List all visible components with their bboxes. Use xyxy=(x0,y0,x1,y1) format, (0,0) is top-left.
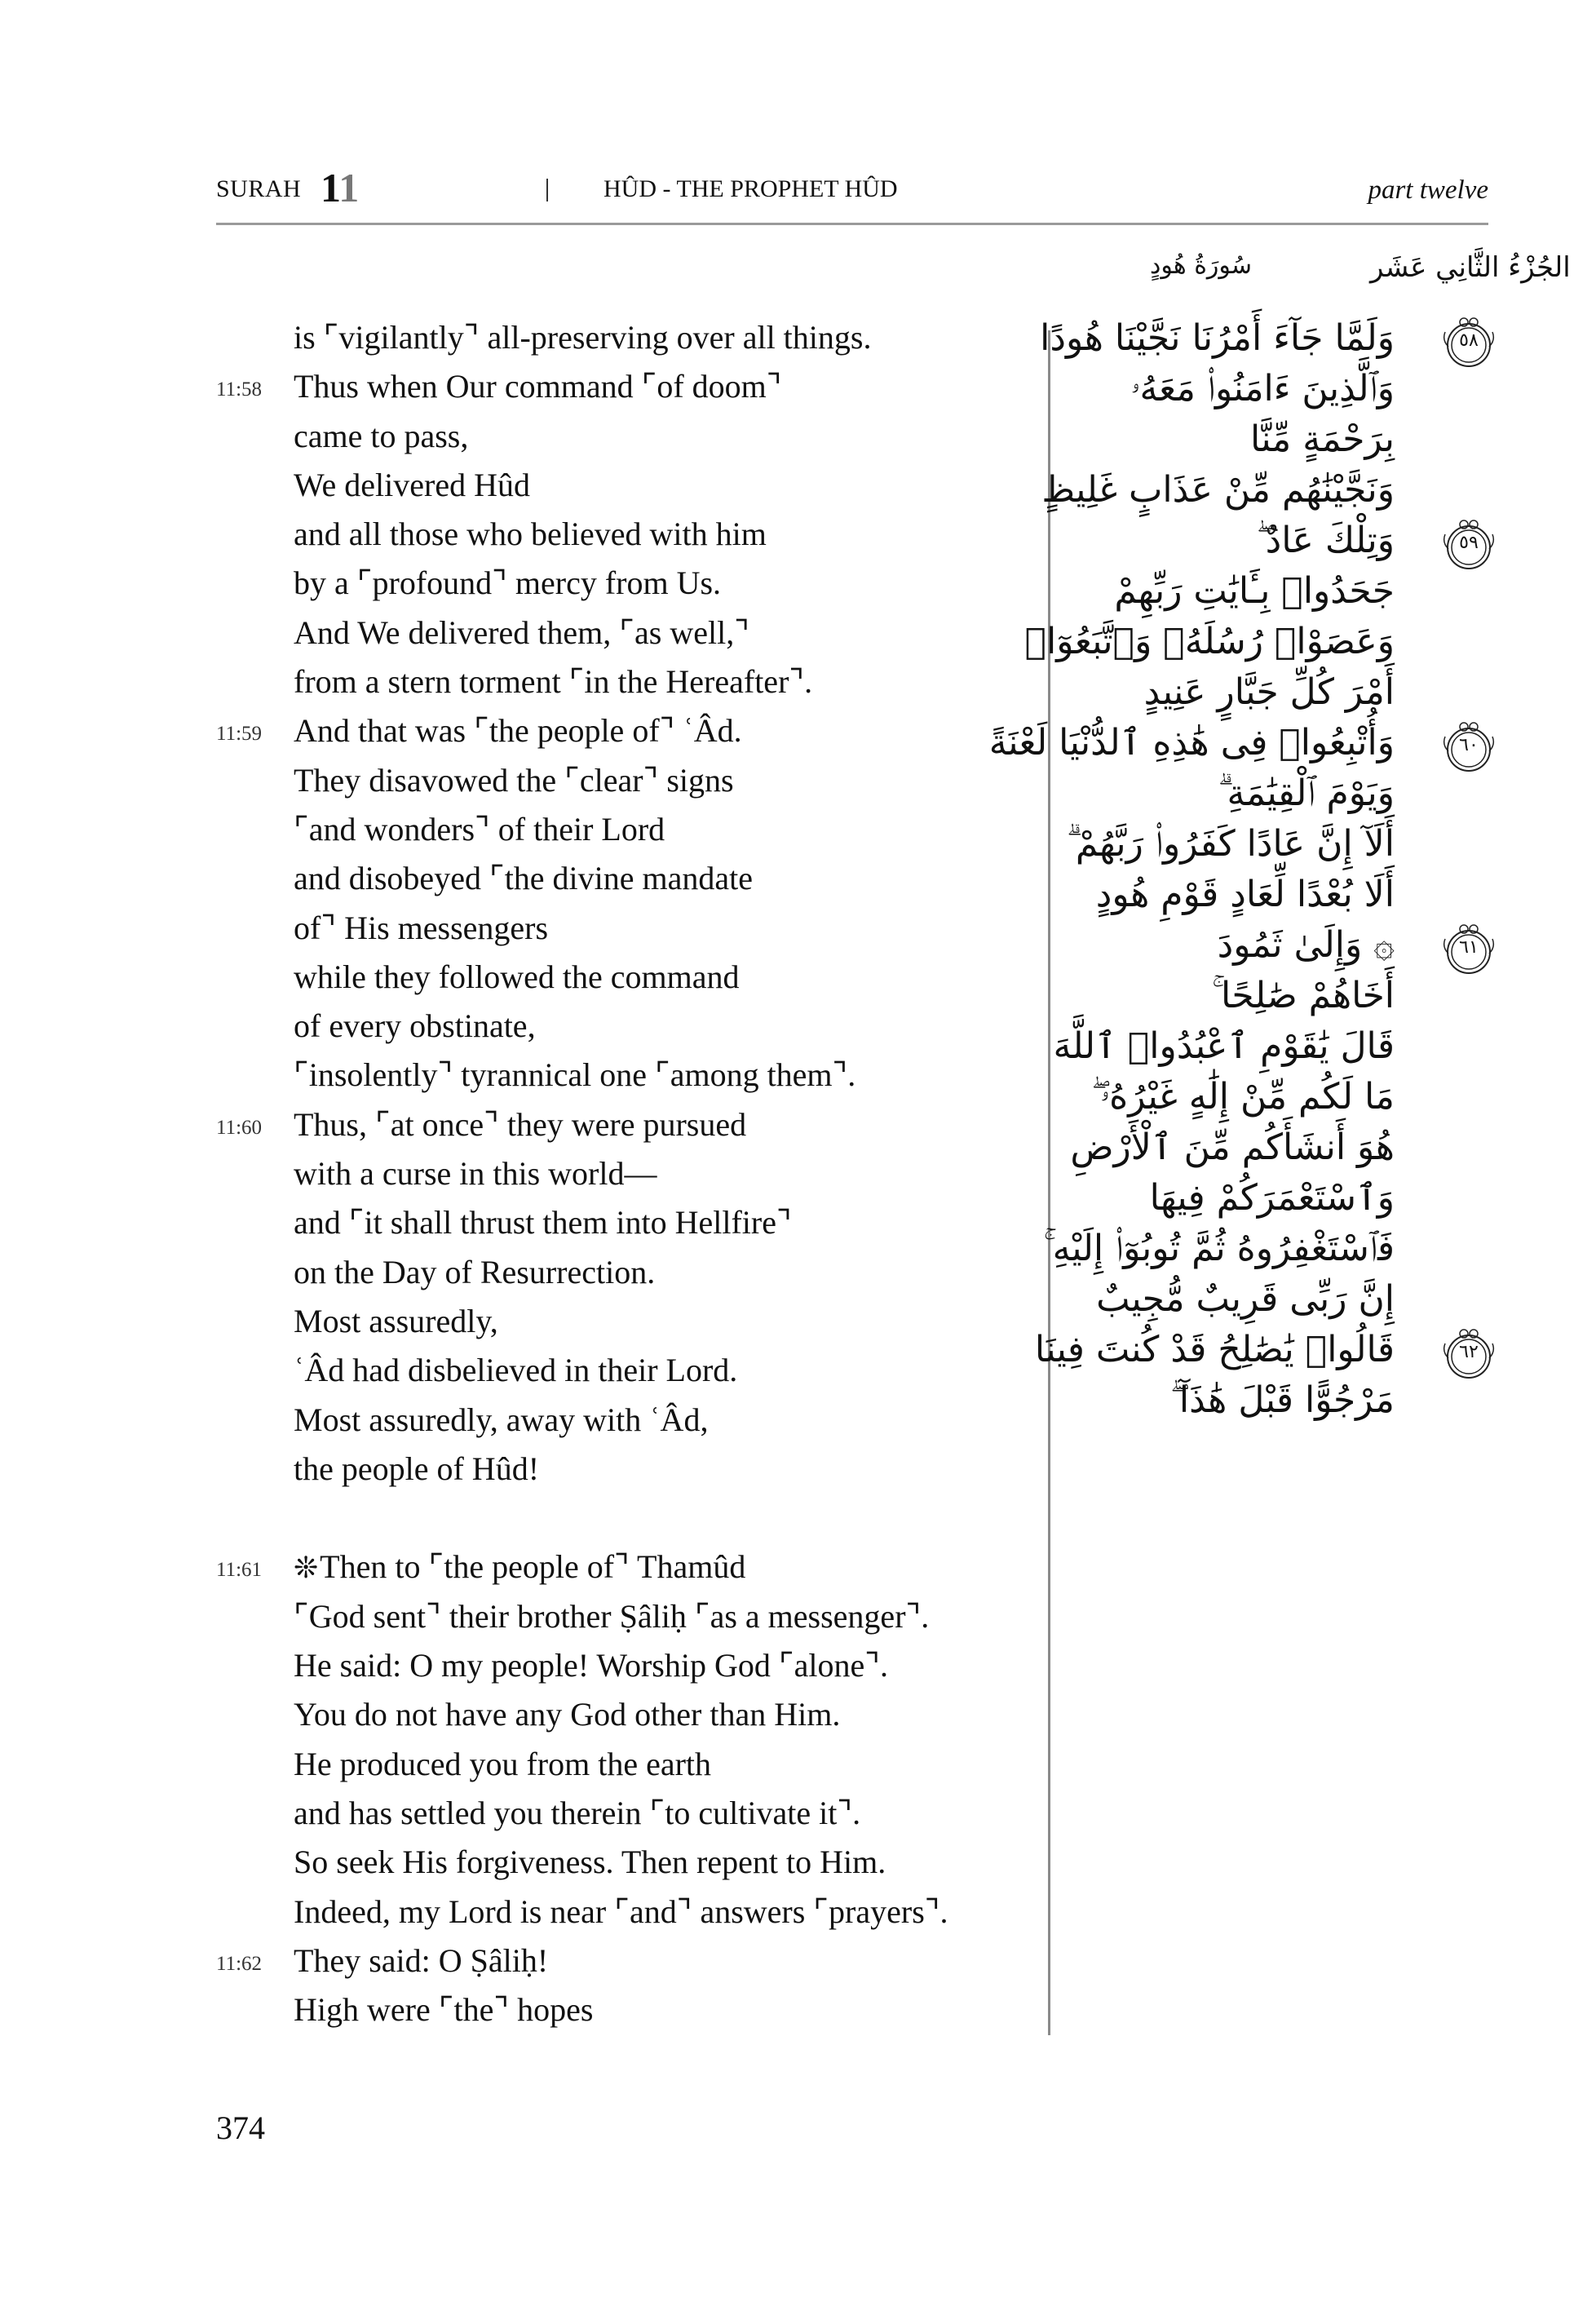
arabic-line xyxy=(1060,972,1501,1022)
verse-marker-icon xyxy=(1437,921,1501,978)
translation-text: ⌜insolently⌝ tyrannical one ⌜among them⌝. xyxy=(294,1056,856,1094)
arabic-verse-text: أَلَآ إِنَّ عَادًا كَفَرُوا۟ رَبَّهُمْ ۗ xyxy=(1066,823,1395,865)
translation-text: on the Day of Resurrection. xyxy=(294,1253,656,1290)
translation-line xyxy=(216,756,999,805)
translation-line xyxy=(216,1445,999,1494)
translation-line xyxy=(216,1248,999,1297)
arabic-verse-text: قَالَ يَٰقَوْمِ ٱعْبُدُوا۟ ٱللَّهَ xyxy=(1053,1025,1395,1067)
verse-marker-number: ٥٩ xyxy=(1459,533,1479,553)
english-translation-column xyxy=(216,313,999,2034)
translation-text: And that was ⌜the people of⌝ ʿÂd. xyxy=(294,712,742,750)
arabic-line xyxy=(1060,870,1501,921)
translation-text: of⌝ His messengers xyxy=(294,909,549,946)
arabic-line xyxy=(1060,921,1501,972)
verse-number: 11:60 xyxy=(216,1116,263,1139)
translation-line xyxy=(216,1543,999,1591)
translation-line xyxy=(216,1838,999,1887)
arabic-verse-text: وَنَجَّيْنَٰهُم مِّنْ عَذَابٍ غَلِيظٍ xyxy=(1041,469,1395,511)
arabic-verse-text: مَا لَكُم مِّنْ إِلَٰهٍ غَيْرُهُۥ ۖ xyxy=(1091,1076,1395,1118)
arabic-verse-text: بِرَحْمَةٍ مِّنَّا xyxy=(1250,418,1395,460)
verse-marker-icon xyxy=(1437,314,1501,371)
translation-line xyxy=(216,1100,999,1149)
arabic-verse-text: أَمْرَ كُلِّ جَبَّارٍ عَنِيدٍ xyxy=(1143,671,1395,713)
surah-title: HÛD - THE PROPHET HÛD xyxy=(603,175,898,202)
arabic-verse-text: وَلَمَّا جَآءَ أَمْرُنَا نَجَّيْنَا هُودًا xyxy=(1040,317,1395,359)
part-label: part twelve xyxy=(1368,175,1488,205)
translation-line xyxy=(216,510,999,559)
arabic-verse-text: وَٱلَّذِينَ ءَامَنُوا۟ مَعَهُۥ xyxy=(1130,368,1395,409)
translation-line xyxy=(216,412,999,461)
arabic-verse-text: ۞ وَإِلَىٰ ثَمُودَ xyxy=(1217,924,1395,966)
verse-marker-icon xyxy=(1437,719,1501,776)
translation-line xyxy=(216,904,999,953)
translation-line xyxy=(216,1396,999,1445)
translation-text xyxy=(294,1543,745,1592)
arabic-line xyxy=(1060,1275,1501,1326)
arabic-text-column xyxy=(988,314,1501,1427)
translation-text: from a stern torment ⌜in the Hereafter⌝. xyxy=(294,663,813,701)
translation-text: and ⌜it shall thrust them into Hellfire⌝ xyxy=(294,1204,792,1242)
verse-marker-icon xyxy=(1437,1326,1501,1383)
translation-text: He produced you from the earth xyxy=(294,1745,712,1782)
arabic-line xyxy=(1060,668,1501,719)
surah-name-arabic: سُورَةُ هُودٍ xyxy=(1150,251,1253,280)
arabic-line xyxy=(1060,769,1501,820)
arabic-line xyxy=(1024,617,1501,668)
translation-line xyxy=(216,1494,999,1543)
translation-text: High were ⌜the⌝ hopes xyxy=(294,1991,594,2029)
translation-line xyxy=(216,1985,999,2034)
arabic-verse-text: إِنَّ رَبِّى قَرِيبٌ مُّجِيبٌ xyxy=(1096,1278,1395,1320)
header-rule xyxy=(216,223,1488,225)
translation-line xyxy=(216,1888,999,1937)
translation-text: Thus when Our command ⌜of doom⌝ xyxy=(294,368,782,405)
arabic-line xyxy=(1060,1123,1501,1174)
translation-text-body: Then to ⌜the people of⌝ Thamûd xyxy=(320,1548,746,1586)
translation-text: They said: O Ṣâliḥ! xyxy=(294,1941,549,1979)
translation-text: and disobeyed ⌜the divine mandate xyxy=(294,860,754,897)
translation-line xyxy=(216,1149,999,1198)
arabic-line xyxy=(1060,516,1501,567)
juz-arabic-label: الجُزْءُ الثَّانِي عَشَر xyxy=(1370,251,1571,284)
running-header xyxy=(216,167,1488,216)
translation-line xyxy=(216,1592,999,1641)
translation-text: and all those who believed with him xyxy=(294,516,767,553)
arabic-verse-text: وَأُتْبِعُوا۟ فِى هَٰذِهِ ٱلدُّنْيَا لَعْنَةً xyxy=(988,722,1395,764)
verse-marker-number: ٦٠ xyxy=(1459,735,1479,755)
arabic-line xyxy=(1060,1174,1501,1224)
translation-line xyxy=(216,1051,999,1100)
translation-line xyxy=(216,313,999,362)
arabic-line xyxy=(1043,1224,1501,1275)
arabic-verse-text: جَحَدُوا۟ بِـَٔايَٰتِ رَبِّهِمْ xyxy=(1114,570,1395,612)
translation-text: They disavowed the ⌜clear⌝ signs xyxy=(294,761,734,799)
translation-text: ⌜God sent⌝ their brother Ṣâliḥ ⌜as a messenger⌝. xyxy=(294,1597,930,1635)
arabic-verse-text: أَلَا بُعْدًا لِّعَادٍ قَوْمِ هُودٍ xyxy=(1095,874,1395,915)
header-separator xyxy=(546,179,548,201)
translation-line xyxy=(216,1297,999,1346)
hizb-flower-icon: ❊ xyxy=(294,1551,319,1585)
verse-number: 11:61 xyxy=(216,1559,263,1582)
translation-text: ⌜and wonders⌝ of their Lord xyxy=(294,810,665,848)
translation-line xyxy=(216,1740,999,1789)
arabic-line xyxy=(1041,466,1501,516)
arabic-line xyxy=(1060,567,1501,617)
translation-text: So seek His forgiveness. Then repent to Him. xyxy=(294,1844,886,1881)
arabic-verse-text: وَتِلْكَ عَادٌ ۖ xyxy=(1256,520,1395,561)
arabic-line xyxy=(988,719,1501,769)
translation-line xyxy=(216,854,999,903)
surah-number-first: 1 xyxy=(321,165,339,210)
translation-line xyxy=(216,1346,999,1395)
translation-text: We delivered Hûd xyxy=(294,466,530,503)
translation-text: while they followed the command xyxy=(294,958,740,995)
translation-line xyxy=(216,609,999,657)
translation-line xyxy=(216,1937,999,1985)
translation-text: And We delivered them, ⌜as well,⌝ xyxy=(294,613,749,651)
translation-text: is ⌜vigilantly⌝ all-preserving over all things. xyxy=(294,319,872,356)
arabic-verse-text: قَالُوا۟ يَٰصَٰلِحُ قَدْ كُنتَ فِينَا xyxy=(1034,1329,1395,1370)
translation-line xyxy=(216,1641,999,1690)
arabic-verse-text: وَيَوْمَ ٱلْقِيَٰمَةِ ۗ xyxy=(1218,772,1395,814)
translation-line xyxy=(216,1690,999,1739)
arabic-line xyxy=(1060,365,1501,415)
translation-line xyxy=(216,362,999,411)
translation-line xyxy=(216,559,999,608)
arabic-line xyxy=(1060,415,1501,466)
translation-text: of every obstinate, xyxy=(294,1007,536,1045)
verse-marker-icon xyxy=(1437,516,1501,573)
translation-line xyxy=(216,1002,999,1051)
translation-text: Indeed, my Lord is near ⌜and⌝ answers ⌜prayers⌝. xyxy=(294,1892,948,1930)
translation-text: He said: O my people! Worship God ⌜alone⌝. xyxy=(294,1647,888,1684)
translation-line xyxy=(216,953,999,1002)
verse-marker-number: ٦٢ xyxy=(1459,1342,1479,1362)
verse-number: 11:58 xyxy=(216,378,263,401)
arabic-verse-text: فَٱسْتَغْفِرُوهُ ثُمَّ تُوبُوٓا۟ إِلَيْهِ ۚ xyxy=(1043,1228,1395,1269)
verse-number: 11:62 xyxy=(216,1952,263,1975)
translation-text: Most assuredly, xyxy=(294,1302,498,1339)
arabic-verse-text: هُوَ أَنشَأَكُم مِّنَ ٱلْأَرْضِ xyxy=(1070,1127,1395,1168)
arabic-line xyxy=(1060,820,1501,870)
surah-label: SURAH xyxy=(216,175,302,202)
arabic-line xyxy=(1060,1376,1501,1427)
translation-text: You do not have any God other than Him. xyxy=(294,1696,841,1733)
page-number: 374 xyxy=(216,2109,265,2146)
arabic-verse-text: أَخَاهُمْ صَٰلِحًا ۚ xyxy=(1211,975,1395,1016)
translation-text: the people of Hûd! xyxy=(294,1450,540,1487)
arabic-verse-text: وَعَصَوْا۟ رُسُلَهُۥ وَٱتَّبَعُوٓا۟ xyxy=(1024,621,1395,662)
translation-line xyxy=(216,1198,999,1247)
arabic-verse-text: مَرْجُوًّا قَبْلَ هَٰذَآ ۖ xyxy=(1169,1379,1395,1421)
arabic-line xyxy=(1053,1022,1501,1073)
arabic-verse-text: وَٱسْتَعْمَرَكُمْ فِيهَا xyxy=(1149,1177,1395,1219)
arabic-line xyxy=(1040,314,1501,365)
translation-text: by a ⌜profound⌝ mercy from Us. xyxy=(294,564,722,602)
translation-line xyxy=(216,805,999,854)
translation-text: came to pass, xyxy=(294,417,469,454)
verse-number: 11:59 xyxy=(216,723,263,746)
translation-text: Thus, ⌜at once⌝ they were pursued xyxy=(294,1105,747,1143)
translation-line xyxy=(216,1789,999,1838)
surah-number xyxy=(321,164,359,211)
arabic-line xyxy=(1060,1073,1501,1123)
arabic-line xyxy=(1034,1326,1501,1376)
column-divider xyxy=(1048,330,1050,2035)
surah-number-second: 1 xyxy=(338,165,360,210)
translation-line xyxy=(216,657,999,706)
translation-line xyxy=(216,461,999,510)
translation-text: ʿÂd had disbelieved in their Lord. xyxy=(294,1352,738,1389)
verse-marker-number: ٥٨ xyxy=(1459,330,1479,351)
translation-text: Most assuredly, away with ʿÂd, xyxy=(294,1401,709,1438)
translation-text: with a curse in this world— xyxy=(294,1155,657,1193)
translation-line xyxy=(216,706,999,755)
verse-marker-number: ٦١ xyxy=(1459,937,1479,958)
translation-text: and has settled you therein ⌜to cultivate it⌝. xyxy=(294,1794,861,1831)
